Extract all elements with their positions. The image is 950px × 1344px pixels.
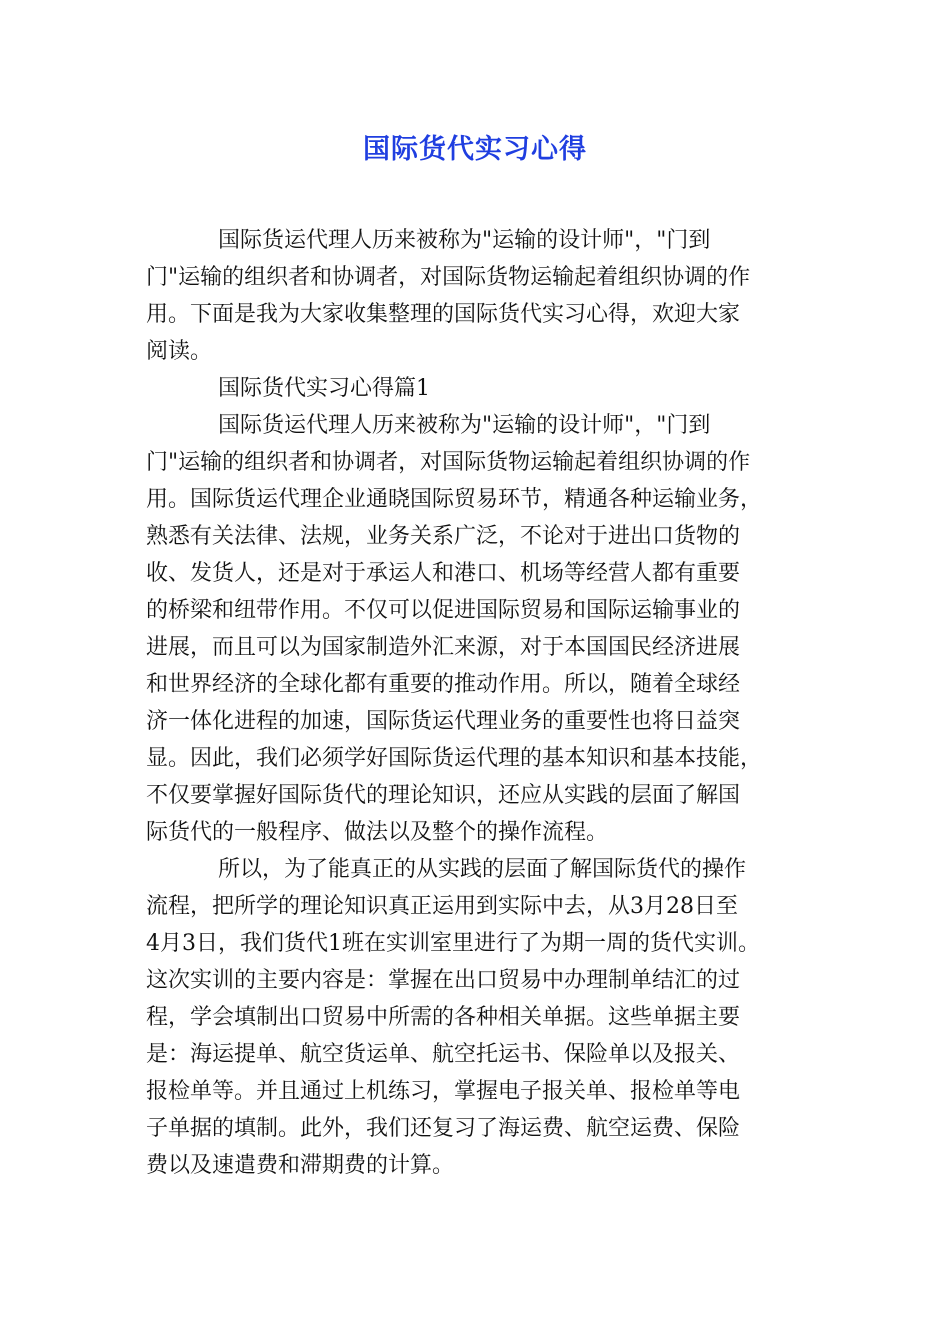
body-line: 际货代的一般程序、做法以及整个的操作流程。 (146, 820, 609, 845)
body-line: 门"运输的组织者和协调者，对国际货物运输起着组织协调的作 (146, 450, 751, 475)
body-line: 程，学会填制出口贸易中所需的各种相关单据。这些单据主要 (146, 1005, 741, 1030)
body-line: 这次实训的主要内容是：掌握在出口贸易中办理制单结汇的过 (146, 968, 741, 993)
body-line: 的桥梁和纽带作用。不仅可以促进国际贸易和国际运输事业的 (146, 598, 741, 623)
body-line: 子单据的填制。此外，我们还复习了海运费、航空运费、保险 (146, 1116, 741, 1141)
body-line: 门"运输的组织者和协调者，对国际货物运输起着组织协调的作 (146, 265, 751, 290)
body-line: 费以及速遣费和滞期费的计算。 (146, 1153, 455, 1178)
document-title: 国际货代实习心得 (363, 134, 587, 165)
body-line: 不仅要掌握好国际货代的理论知识，还应从实践的层面了解国 (146, 783, 741, 808)
body-line: 阅读。 (146, 339, 213, 364)
body-line: 用。国际货运代理企业通晓国际贸易环节，精通各种运输业务， (146, 487, 763, 512)
document-body (146, 222, 814, 1184)
body-line: 用。下面是我为大家收集整理的国际货代实习心得，欢迎大家 (146, 302, 741, 327)
body-line: 熟悉有关法律、法规，业务关系广泛，不论对于进出口货物的 (146, 524, 741, 549)
body-line: 显。因此，我们必须学好国际货运代理的基本知识和基本技能， (146, 746, 763, 771)
body-line: 进展，而且可以为国家制造外汇来源，对于本国国民经济进展 (146, 635, 741, 660)
body-line: 是：海运提单、航空货运单、航空托运书、保险单以及报关、 (146, 1042, 741, 1067)
body-line: 国际货运代理人历来被称为"运输的设计师"，"门到 (218, 228, 711, 253)
body-line: 报检单等。并且通过上机练习，掌握电子报关单、报检单等电 (146, 1079, 741, 1104)
body-line: 和世界经济的全球化都有重要的推动作用。所以，随着全球经 (146, 672, 741, 697)
body-line: 所以，为了能真正的从实践的层面了解国际货代的操作 (218, 857, 747, 882)
body-line: 国际货运代理人历来被称为"运输的设计师"，"门到 (218, 413, 711, 438)
body-line: 4月3日，我们货代1班在实训室里进行了为期一周的货代实训。 (146, 931, 760, 956)
body-line: 收、发货人，还是对于承运人和港口、机场等经营人都有重要 (146, 561, 741, 586)
body-line: 济一体化进程的加速，国际货运代理业务的重要性也将日益突 (146, 709, 741, 734)
body-line: 国际货代实习心得篇1 (218, 376, 430, 401)
body-line: 流程，把所学的理论知识真正运用到实际中去，从3月28日至 (146, 894, 738, 919)
